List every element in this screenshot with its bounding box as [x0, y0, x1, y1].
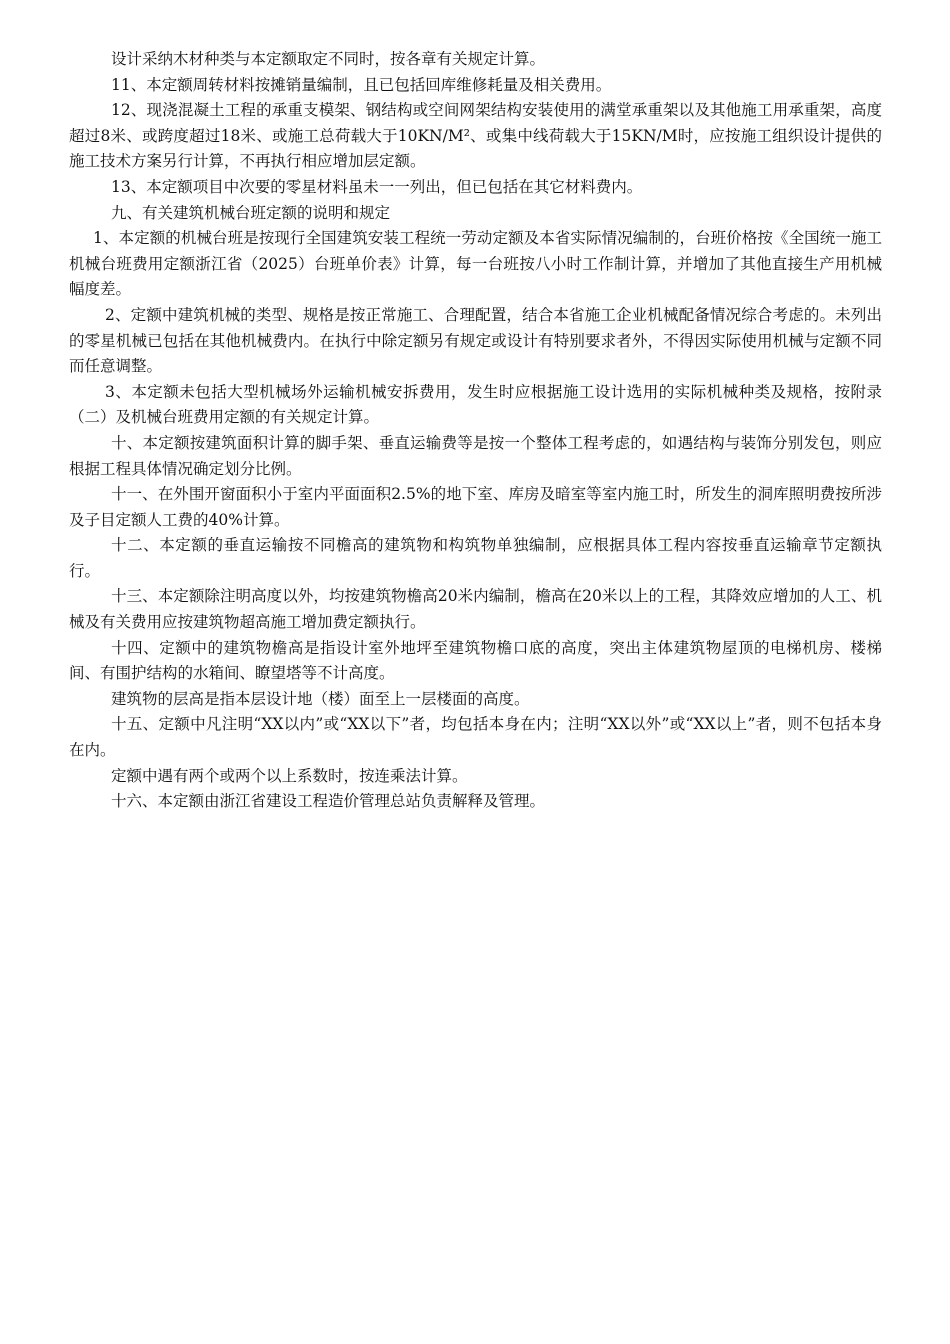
document-body: [69, 47, 882, 815]
paragraph: 3、本定额未包括大型机械场外运输机械安拆费用，发生时应根据施工设计选用的实际机械种类及规格，按附录（二）及机械台班费用定额的有关规定计算。: [69, 382, 882, 427]
paragraph: 十六、本定额由浙江省建设工程造价管理总站负责解释及管理。: [111, 792, 546, 811]
paragraph: 2、定额中建筑机械的类型、规格是按正常施工、合理配置，结合本省施工企业机械配备情况综合考虑的。未列出的零星机械已包括在其他机械费内。在执行中除定额另有规定或设计有特别要求者外，不得因实际使用机械与定额不同而任意调整。: [69, 305, 882, 376]
paragraph: 1、本定额的机械台班是按现行全国建筑安装工程统一劳动定额及本省实际情况编制的，台班价格按《全国统一施工机械台班费用定额浙江省（2025）台班单价表》计算，每一台班按八小时工作制计算，并增加了其他直接生产用机械幅度差。: [69, 229, 882, 299]
paragraph: 十二、本定额的垂直运输按不同檐高的建筑物和构筑物单独编制，应根据具体工程内容按垂直运输章节定额执行。: [69, 536, 882, 580]
paragraph: 13、本定额项目中次要的零星材料虽未一一列出，但已包括在其它材料费内。: [111, 177, 643, 196]
paragraph: 十、本定额按建筑面积计算的脚手架、垂直运输费等是按一个整体工程考虑的，如遇结构与装饰分别发包，则应根据工程具体情况确定划分比例。: [69, 433, 882, 478]
paragraph: 定额中遇有两个或两个以上系数时，按连乘法计算。: [111, 766, 468, 785]
paragraph: 建筑物的层高是指本层设计地（楼）面至上一层楼面的高度。: [111, 689, 530, 708]
paragraph: 11、本定额周转材料按摊销量编制，且已包括回库维修耗量及相关费用。: [111, 75, 612, 94]
paragraph: 设计采纳木材种类与本定额取定不同时，按各章有关规定计算。: [111, 50, 546, 68]
paragraph: 十五、定额中凡注明“XX以内”或“XX以下”者，均包括本身在内；注明“XX以外”或“XX以上”者，则不包括本身在内。: [69, 715, 882, 760]
section-heading: 九、有关建筑机械台班定额的说明和规定: [111, 203, 391, 222]
paragraph: 十三、本定额除注明高度以外，均按建筑物檐高20米内编制，檐高在20米以上的工程，其降效应增加的人工、机械及有关费用应按建筑物超高施工增加费定额执行。: [69, 587, 882, 632]
paragraph: 12、现浇混凝土工程的承重支模架、钢结构或空间网架结构安装使用的满堂承重架以及其他施工用承重架，高度超过8米、或跨度超过18米、或施工总荷载大于10KN/M²、或集中线荷载大于15KN/M时，应按施工组织设计提供的施工技术方案另行计算，不再执行相应增加层定额。: [69, 101, 882, 171]
paragraph: 十四、定额中的建筑物檐高是指设计室外地坪至建筑物檐口底的高度，突出主体建筑物屋顶的电梯机房、楼梯间、有围护结构的水箱间、瞭望塔等不计高度。: [69, 638, 882, 683]
paragraph: 十一、在外围开窗面积小于室内平面面积2.5%的地下室、库房及暗室等室内施工时，所发生的洞库照明费按所涉及子目定额人工费的40%计算。: [69, 485, 882, 529]
